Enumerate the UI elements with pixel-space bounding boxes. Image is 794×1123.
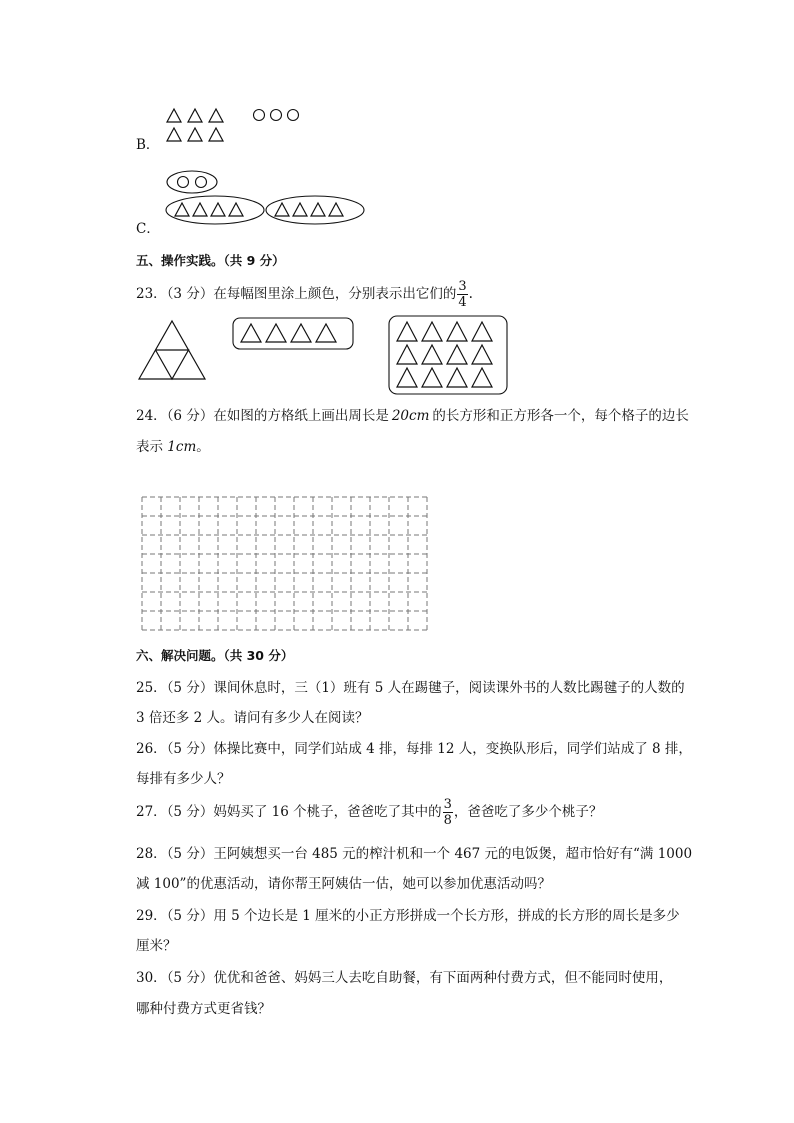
option-b-label: B． — [136, 137, 160, 153]
q27-text2: ，爸爸吃了多少个桃子？ — [453, 804, 603, 820]
q25-line1: 课间休息时，三（1）班有 5 人在踢毽子，阅读课外书的人数比踢毽子的人数的 — [213, 680, 685, 696]
q30-number: 30． — [136, 970, 167, 986]
q24-text1: 在如图的方格纸上画出周长是 — [213, 408, 389, 424]
q26-score: （5 分） — [166, 741, 214, 757]
q27-score: （5 分） — [166, 804, 214, 820]
q25-score: （5 分） — [166, 680, 214, 696]
q27-text1: 妈妈买了 16 个桃子，爸爸吃了其中的 — [213, 804, 442, 820]
q28-score: （5 分） — [166, 846, 214, 862]
q24-text2: 的长方形和正方形各一个，每个格子的边长 — [432, 408, 689, 424]
q27-number: 27． — [136, 804, 167, 820]
q24-number: 24． — [136, 408, 167, 424]
section-6-title: 六、解决问题。（共 30 分） — [136, 648, 294, 663]
q26-number: 26． — [136, 741, 167, 757]
q23-end: . — [468, 286, 473, 302]
q24-line2-a: 表示 — [136, 439, 168, 455]
q25-line2: 3 倍还多 2 人。请问有多少人在阅读？ — [136, 710, 369, 726]
q23-frac-den: 4 — [458, 295, 467, 310]
option-c-label: C． — [136, 221, 160, 237]
q24-score: （6 分） — [166, 408, 214, 424]
q24-line2-b: 。 — [196, 439, 210, 455]
q27-frac-den: 8 — [443, 813, 452, 828]
q29-score: （5 分） — [166, 908, 214, 924]
q30-line1: 优优和爸爸、妈妈三人去吃自助餐，有下面两种付费方式，但不能同时使用， — [213, 970, 673, 986]
question-29 — [136, 904, 680, 924]
q27-fraction — [443, 798, 453, 827]
q23-number: 23． — [136, 286, 167, 302]
q23-score: （3 分） — [166, 286, 214, 302]
q25-number: 25． — [136, 680, 167, 696]
q29-line1: 用 5 个边长是 1 厘米的小正方形拼成一个长方形，拼成的长方形的周长是多少 — [213, 908, 680, 924]
q24-unit: 1cm — [167, 439, 197, 455]
q24-perimeter: 20cm — [391, 408, 430, 424]
q30-line2: 哪种付费方式更省钱？ — [136, 1001, 271, 1017]
q29-line2: 厘米？ — [136, 938, 177, 954]
q28-line1: 王阿姨想买一台 485 元的榨汁机和一个 467 元的电饭煲，超市恰好有“满 1000 — [213, 846, 693, 862]
q29-number: 29． — [136, 908, 167, 924]
question-30 — [136, 966, 672, 986]
q26-line1: 体操比赛中，同学们站成 4 排，每排 12 人，变换队形后，同学们站成了 8 排， — [213, 741, 692, 757]
section-5-title: 五、操作实践。（共 9 分） — [136, 253, 285, 268]
question-26 — [136, 737, 692, 757]
q27-frac-num: 3 — [443, 797, 452, 812]
q23-text: 在每幅图里涂上颜色，分别表示出它们的 — [213, 286, 457, 302]
q26-line2: 每排有多少人？ — [136, 771, 231, 787]
q28-number: 28． — [136, 846, 167, 862]
question-28 — [136, 842, 692, 862]
q23-frac-num: 3 — [458, 279, 467, 294]
question-27 — [136, 798, 602, 827]
q28-line2: 减 100”的优惠活动，请你帮王阿姨估一估，她可以参加优惠活动吗？ — [136, 876, 551, 892]
q30-score: （5 分） — [166, 970, 214, 986]
question-25 — [136, 676, 685, 696]
